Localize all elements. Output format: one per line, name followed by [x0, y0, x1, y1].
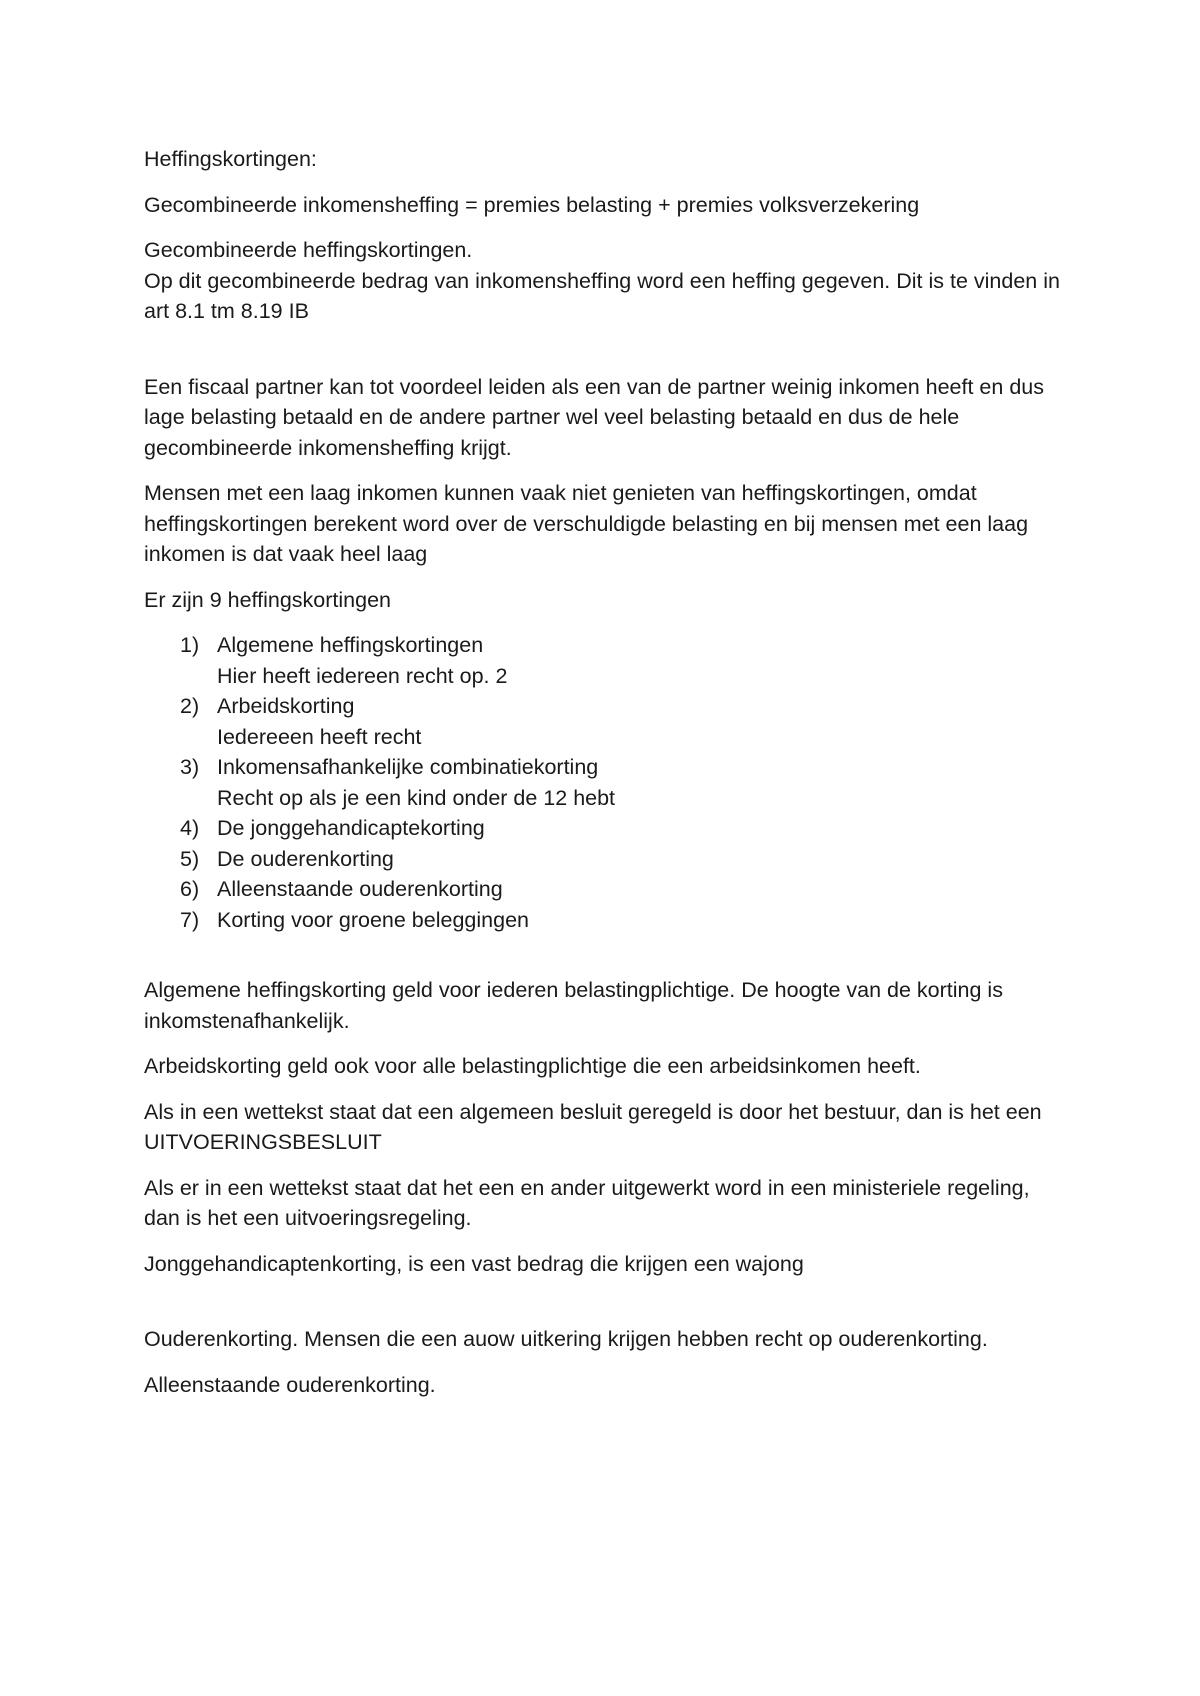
list-number: 6) — [180, 877, 200, 901]
list-item-subtext: Iedereeen heeft recht — [217, 724, 422, 749]
paragraph-fiscaal-partner: Een fiscaal partner kan tot voordeel leiden als een van de partner weinig inkomen heeft en dus lage belasting betaald en de andere partner wel veel belasting betaald en dus de hele gecombineerde inkomensheffing krijgt. — [144, 374, 1044, 460]
list-item — [144, 905, 1064, 936]
list-item — [144, 752, 1064, 813]
paragraph-alleenstaande-ouderenkorting: Alleenstaande ouderenkorting. — [144, 1372, 436, 1397]
paragraph-gecombineerde — [144, 235, 1064, 327]
list-item-text: Korting voor groene beleggingen — [217, 907, 529, 932]
list-item-text: Inkomensafhankelijke combinatiekorting — [217, 755, 599, 779]
list-number: 3) — [180, 755, 200, 779]
spacer — [144, 935, 1064, 975]
list-item-text: De ouderenkorting — [217, 846, 394, 871]
heading-heffingskortingen: Heffingskortingen: — [144, 147, 317, 171]
list-item — [144, 691, 1064, 752]
list-number: 5) — [180, 846, 200, 871]
list-item — [144, 844, 1064, 875]
paragraph-line: Gecombineerde heffingskortingen. — [144, 238, 473, 262]
list-item-text: Arbeidskorting — [217, 694, 355, 718]
heffingskortingen-list — [144, 630, 1064, 935]
list-item — [144, 874, 1064, 905]
paragraph-jonggehandicaptenkorting: Jonggehandicaptenkorting, is een vast bedrag die krijgen een wajong — [144, 1251, 804, 1276]
list-item-text: De jonggehandicaptekorting — [217, 816, 485, 840]
list-number: 4) — [180, 816, 200, 840]
spacer — [144, 342, 1064, 372]
paragraph-laag-inkomen: Mensen met een laag inkomen kunnen vaak niet genieten van heffingskortingen, omdat heffingskortingen berekent word over de verschuldigde belasting en bij mensen met een laag inkomen is dat vaak heel laag — [144, 481, 1029, 566]
paragraph-uitvoeringsbesluit: Als in een wettekst staat dat een algemeen besluit geregeld is door het bestuur, dan is het een UITVOERINGSBESLUIT — [144, 1099, 1042, 1154]
list-item-subtext: Hier heeft iedereen recht op. 2 — [217, 663, 508, 688]
list-number: 7) — [180, 907, 200, 932]
list-item — [144, 813, 1064, 844]
paragraph-line: Op dit gecombineerde bedrag van inkomensheffing word een heffing gegeven. Dit is te vinden in art 8.1 tm 8.19 IB — [144, 268, 1060, 323]
list-item-subtext: Recht op als je een kind onder de 12 hebt — [217, 785, 616, 810]
spacer — [144, 1294, 1064, 1324]
list-item-text: Algemene heffingskortingen — [217, 633, 484, 657]
list-number: 1) — [180, 633, 200, 657]
paragraph-inkomensheffing: Gecombineerde inkomensheffing = premies belasting + premies volksverzekering — [144, 192, 920, 217]
paragraph-aantal: Er zijn 9 heffingskortingen — [144, 587, 391, 612]
document-page — [144, 144, 1064, 1415]
list-item — [144, 630, 1064, 691]
paragraph-uitvoeringsregeling: Als er in een wettekst staat dat het een en ander uitgewerkt word in een ministeriele regeling, dan is het een uitvoeringsregeling. — [144, 1175, 1030, 1230]
paragraph-algemene-heffingskorting: Algemene heffingskorting geld voor iederen belastingplichtige. De hoogte van de korting is inkomstenafhankelijk. — [144, 978, 1003, 1033]
paragraph-ouderenkorting: Ouderenkorting. Mensen die een auow uitkering krijgen hebben recht op ouderenkorting. — [144, 1327, 988, 1351]
list-number: 2) — [180, 694, 200, 718]
list-item-text: Alleenstaande ouderenkorting — [217, 877, 503, 901]
paragraph-arbeidskorting: Arbeidskorting geld ook voor alle belastingplichtige die een arbeidsinkomen heeft. — [144, 1054, 921, 1078]
